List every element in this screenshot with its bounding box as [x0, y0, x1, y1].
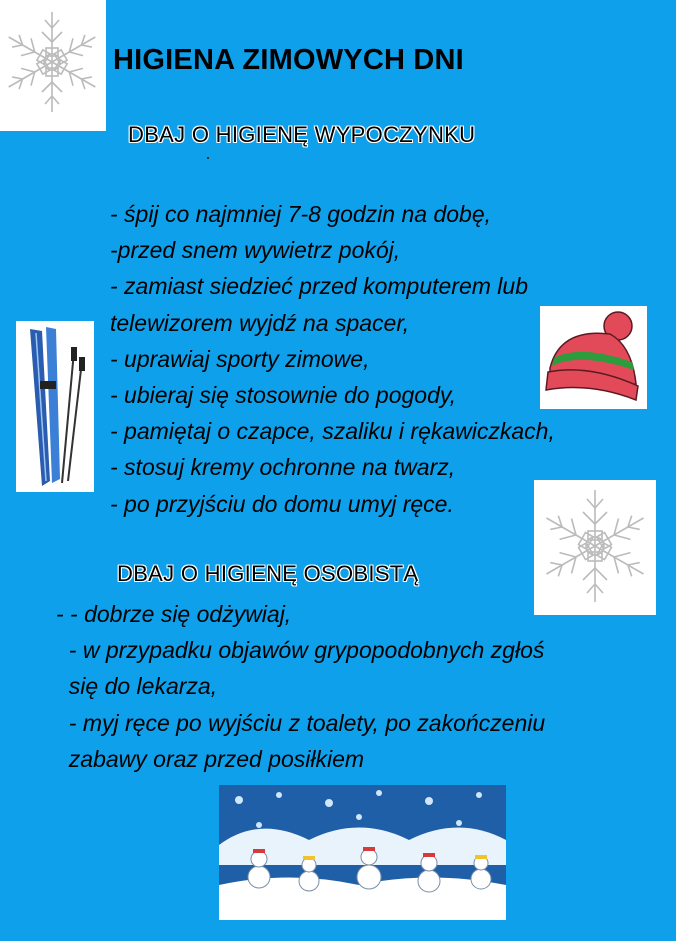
snowflake-image-right [534, 480, 656, 615]
list-item: - pamiętaj o czapce, szaliku i rękawiczkach, [110, 418, 555, 445]
list-item: -przed snem wywietrz pokój, [110, 237, 401, 264]
snowmen-scene [219, 785, 506, 920]
snowflake-image-top-left [0, 0, 106, 131]
snowflake-icon [0, 0, 106, 131]
winter-hat-icon [540, 306, 647, 409]
list-item: się do lekarza, [56, 673, 218, 700]
snowmen-scene-image [219, 785, 506, 920]
list-item: - zamiast siedzieć przed komputerem lub [110, 273, 528, 300]
section-heading-personal: DBAJ O HIGIENĘ OSOBISTĄ [117, 561, 419, 586]
skis-image [16, 321, 94, 492]
list-item: - uprawiaj sporty zimowe, [110, 345, 370, 372]
list-item: - myj ręce po wyjściu z toalety, po zakończeniu [56, 709, 546, 736]
list-item: zabawy oraz przed posiłkiem [56, 745, 365, 772]
personal-tips-list [56, 596, 545, 777]
snowflake-icon [534, 480, 656, 615]
page-title: HIGIENA ZIMOWYCH DNI [113, 44, 464, 76]
rest-tips-list [110, 196, 555, 522]
list-item: telewizorem wyjdź na spacer, [110, 309, 410, 336]
list-item: - po przyjściu do domu umyj ręce. [110, 490, 454, 517]
list-item: - śpij co najmniej 7-8 godzin na dobę, [110, 201, 492, 227]
list-item: - w przypadku objawów grypopodobnych zgłoś [56, 637, 545, 664]
section-heading-rest: DBAJ O HIGIENĘ WYPOCZYNKU [128, 122, 476, 147]
list-item: - ubieraj się stosownie do pogody, [110, 382, 457, 409]
stray-dot [207, 157, 209, 159]
skis-icon [16, 321, 94, 492]
winter-hat-image [540, 306, 647, 409]
list-item: - stosuj kremy ochronne na twarz, [110, 454, 456, 481]
list-item: - - dobrze się odżywiaj, [56, 601, 292, 627]
